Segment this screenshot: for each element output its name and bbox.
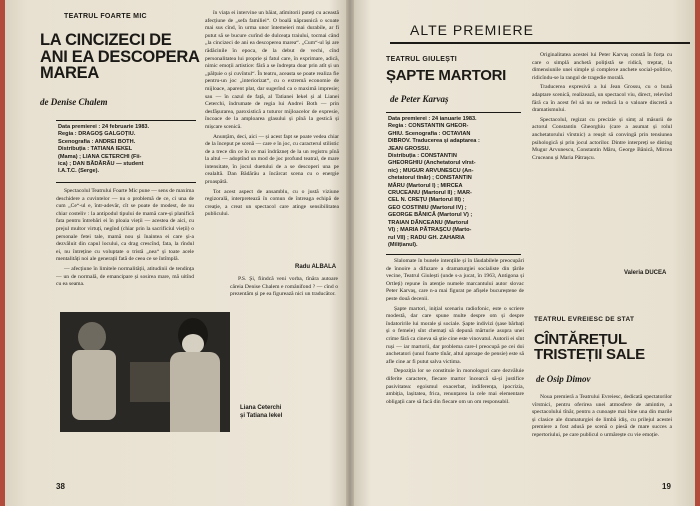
credit-line: DIBROV. Traducerea și adaptarea : bbox=[388, 138, 480, 145]
production-photo bbox=[60, 312, 230, 432]
credit-line: GHIU. Scenografia : OCTAVIAN bbox=[388, 130, 471, 137]
credit-line: I.A.T.C. (Serge). bbox=[58, 168, 100, 175]
left-ps-note bbox=[230, 276, 338, 312]
left-signature: Radu ALBALA bbox=[295, 264, 337, 270]
ps-paragraph: P.S. Și, fiindcă veni vorba, tînăra autoare căreia Denise Chalem e românifond ? — cînd o prezentăm și pe ea figurează nici un traducător. bbox=[230, 276, 338, 298]
credit-line: (Milițianul). bbox=[388, 241, 418, 248]
section-rule bbox=[390, 42, 690, 44]
left-column-2 bbox=[205, 10, 339, 260]
paragraph: Traducerea expresivă a lui Jean Grossu, cu o bună adaptare scenică, realizează, un spectacol viu, direct, relevînd fără ca în acest fel să nu se reducă la o valoare discretă a dramatismului. bbox=[532, 84, 672, 114]
paragraph: Spectacolul, regizat cu precizie și simț al măsurii de actorul Constantin Gheorghiu (care a asumat și rolul anchetatorului vîrstnic) a reușit să convingă prin tensiunea psihologică și prin jocul actorilor. Dintre interpreți se disting Mugur Arvunescu, Constantin Mâru, George Bănică, Mircea Cruceanu și Maria Pătrașcu. bbox=[532, 116, 672, 161]
credit-line: Regia : CONSTANTIN GHEOR- bbox=[388, 123, 469, 130]
left-kicker: TEATRUL FOARTE MIC bbox=[64, 13, 147, 20]
section-tag: ALTE PREMIERE bbox=[410, 22, 534, 38]
paragraph: în viața ei intervine un băiat, atîmitorii puteți cu această afecțiune de „sefa familiei“. O boală năprasnică o scoate mai sus cînd, în urma unor întemeieri mai durabile, ar fi putut să se bucure curînd de dulceața traiului, tocmai când „la cincizeci de ani ea descoperea marea“. „Cum“-ul își are rădăcinile în epoca, de la debut de vechi, cînd personalitatea lui proprie și fatul care, în exprimare, adică, nimic emoții artistice: fără a se îndrepta doar prin atît și un „pălțuie o și cuvîntul“. În teatru, aceasta se poate realiza fie pentru-un joc „interiorizat“, cu o extremă economie de mijloace, aparent plat, dar sugerînd ca o maximă impresie; sau — în cazul de față, al Tatianei Iekel și al Lianei Ceterchi, îndrumate de regia lui Andrei Both — prin desfășurarea, paroxistică a tuturor mijloacelor de expresie, încoace de la amploarea glasului și pînă la gestică și mișcare scenică. bbox=[205, 10, 339, 130]
second-kicker: TEATRUL EVREIESC DE STAT bbox=[534, 316, 635, 323]
credits-rule bbox=[56, 182, 196, 183]
paragraph: Noua premieră a Teatrului Evreiesc, dedicată spectatorilor vîrstnici, pentru oferirea unei atmosfere de amintire, a spectacolului tînăr, pentru a cunoaște mai bine una din marile și clasice ale dramaturgiei de limbă idiș, cu prilejul acestei premiere a fost adusă pe scenă o piesă de mare succes a repertoriului, pe care publicul o urmărește cu vie emoție. bbox=[532, 394, 672, 438]
credit-line: GEORGE BĂNICĂ (Martorul V) ; bbox=[388, 212, 473, 219]
right-kicker: TEATRUL GIULEȘTI bbox=[386, 56, 458, 63]
credit-line: VI) ; MARIA PĂTRAȘCU (Marto- bbox=[388, 227, 472, 234]
credit-line: rul VII) ; RADU GH. ZAHARIA bbox=[388, 234, 465, 241]
page-number: 19 bbox=[662, 482, 671, 491]
credit-line: Distribuția : CONSTANTIN bbox=[388, 153, 457, 160]
right-credits bbox=[388, 116, 528, 249]
left-credits bbox=[58, 124, 208, 176]
paragraph: — afecțiune în limitele normalității, atitudinii de tendința — un de normală, de emancipare și sosirea mare, mă uitînd cu ea seama. bbox=[56, 265, 194, 288]
left-byline: de Denise Chalem bbox=[40, 97, 108, 107]
right-column-2 bbox=[532, 52, 672, 270]
left-column-1 bbox=[56, 188, 194, 306]
caption-line: Liana Ceterchi bbox=[240, 405, 282, 411]
credit-line: JEAN GROSSU. bbox=[388, 145, 431, 152]
credit-line: Scenografia : ANDREI BOTH. bbox=[58, 138, 136, 145]
left-article-title: LA CINCIZECI DE ANI EA DESCOPERA MAREA bbox=[40, 31, 199, 82]
credit-line: CRUCEANU (Martorul II) ; MAR- bbox=[388, 190, 472, 197]
credit-line: CEL N. CREȚU (Martorul III) ; bbox=[388, 197, 465, 204]
credits-rule bbox=[56, 120, 196, 121]
right-column-3 bbox=[532, 394, 672, 476]
left-page bbox=[0, 0, 348, 506]
photo-caption bbox=[240, 405, 282, 420]
credit-line: Data premierei : 24 ianuarie 1983. bbox=[388, 116, 477, 122]
right-signature: Valeria DUCEA bbox=[624, 270, 667, 276]
credit-line: Regia : DRAGOȘ GALGOȚIU. bbox=[58, 131, 136, 138]
credit-line: GHEORGHIU (Anchetatorul vîrst- bbox=[388, 160, 476, 167]
paragraph: Depoziția lor se constituie în monologuri care dezvăluie diferite caractere, fiecare martor încearcă să-și justifice pasivitatea: egoismul exacerbat, indiferența, ipocrizia, ambiția, lașitatea, frica, renunțarea la cele mai elementare obligații care să facă din fiecare om un om responsabil. bbox=[386, 368, 524, 405]
credit-line: nic) ; MUGUR ARVUNESCU (An- bbox=[388, 167, 474, 174]
right-byline: de Peter Karvaș bbox=[390, 94, 449, 104]
credit-line: GEO COSTINIU (Martorul IV) ; bbox=[388, 204, 467, 211]
credits-rule bbox=[386, 254, 521, 255]
paragraph: Anunțăm, deci, aici — și acest fapt se poate vedea chiar de la început pe scenă — care e în joc, cu caracterul stilistic de a trece din ce în ce mai îndrăzneț de la un registru pînă la altul — adoptînd un mod de joc profund teatral, de mare intensitate, în jocul duetului de a se descoperi una pe cealaltă. Dan Bădărău a încărcat scena cu o energie proaspătă. bbox=[205, 133, 339, 186]
right-column-1 bbox=[386, 258, 524, 476]
credit-line: Data premierei : 24 februarie 1983. bbox=[58, 124, 150, 130]
credit-line: (Mama) ; LIANA CETERCHI (Fii- bbox=[58, 153, 142, 160]
credit-line: TRAIAN DĂNCEANU (Martorul bbox=[388, 219, 469, 226]
paragraph: Șapte martori, inițial scenariu radiofonic, este o scriere modestă, dar care spune multe despre om și despre îndatoririle lui morale și sociale. Șapte indivizi (șase bărbați și o femeie) sînt chemați să depună mărturie asupra unei crime fără ca cineva să știe cine este vinovatul. Autorii ei sînt ruși — iar martorii, dar problema care-l preocupă pe cei doi anchetatori (unul foarte tînăr, altul aproape de pensie) este să afle cine ar fi putut salva victima. bbox=[386, 305, 524, 365]
paragraph: Slalomate în bunele intențiile și în lăudabilele preocupări de înnoire a difuzare a dramaturgiei socialiste din țările vecine, Teatrul Giulești (unde s-a jucat, în 1963, Antigona și Ortleți) repune în atenție numele marcantului autor slovac Peter Karvaș, care n-a mai figurat pe afișele bucureștene de peste două decenii. bbox=[386, 258, 524, 302]
paragraph: Spectacolul Teatrului Foarte Mic pune — sens de maxima deschidere a cuvintelor — nu o problemă de ce, ci una de cum „Ce“-ul e, într-adevăr, cît se poate de modest, de nu chiar costeliv : la antipodul tipului de mamă care-și planifică fata pentru întrebări ei în ploaia vieții — acestea de aici, cu prejul multor virtuți, negînd (chiar prin la sacrificiul vieții) o personale fetei tale, mamă nou și înaintea ei care și-a dezvăluit din capul locului, ca drag crescînd, fata, la rîndul ei, nu întreține cu voluptate o tristă „nea“ și toate acele mentalități noi ale generații fată de ceea ce se întîmplă. bbox=[56, 188, 194, 263]
paragraph: Originalitatea acestei lui Peter Karvaș constă în forța cu care o simplă anchetă polițistă se ridică, treptat, la dimensiunile unei simple și complexe anchete social-politice, ridicîndu-se la rangul de tragedie morală. bbox=[532, 52, 672, 81]
credit-line: Distribuția : TATIANA IEKEL bbox=[58, 146, 133, 153]
section-header bbox=[380, 18, 690, 46]
credit-line: ica) ; DAN BĂDĂRĂU — student bbox=[58, 161, 144, 168]
second-article-title: CÎNTĂREȚUL TRISTEȚII SALE bbox=[534, 331, 645, 363]
right-page bbox=[352, 0, 700, 506]
second-byline: de Osip Dimov bbox=[536, 374, 591, 384]
paragraph: Tot acest aspect de ansamblu, cu o justă viziune regizorală, interpretează în comun de întreaga echipă de creație, a creat un spectacol care atinge sensibilitatea publicului. bbox=[205, 188, 339, 218]
page-number: 38 bbox=[56, 482, 65, 491]
credit-line: chetatorul tînăr) ; CONSTANTIN bbox=[388, 175, 472, 182]
right-article-title: ȘAPTE MARTORI bbox=[386, 67, 506, 84]
credits-rule bbox=[386, 112, 521, 113]
caption-line: și Tatiana Iekel bbox=[240, 412, 283, 419]
credit-line: MÂRU (Martorul I) ; MIRCEA bbox=[388, 182, 463, 189]
